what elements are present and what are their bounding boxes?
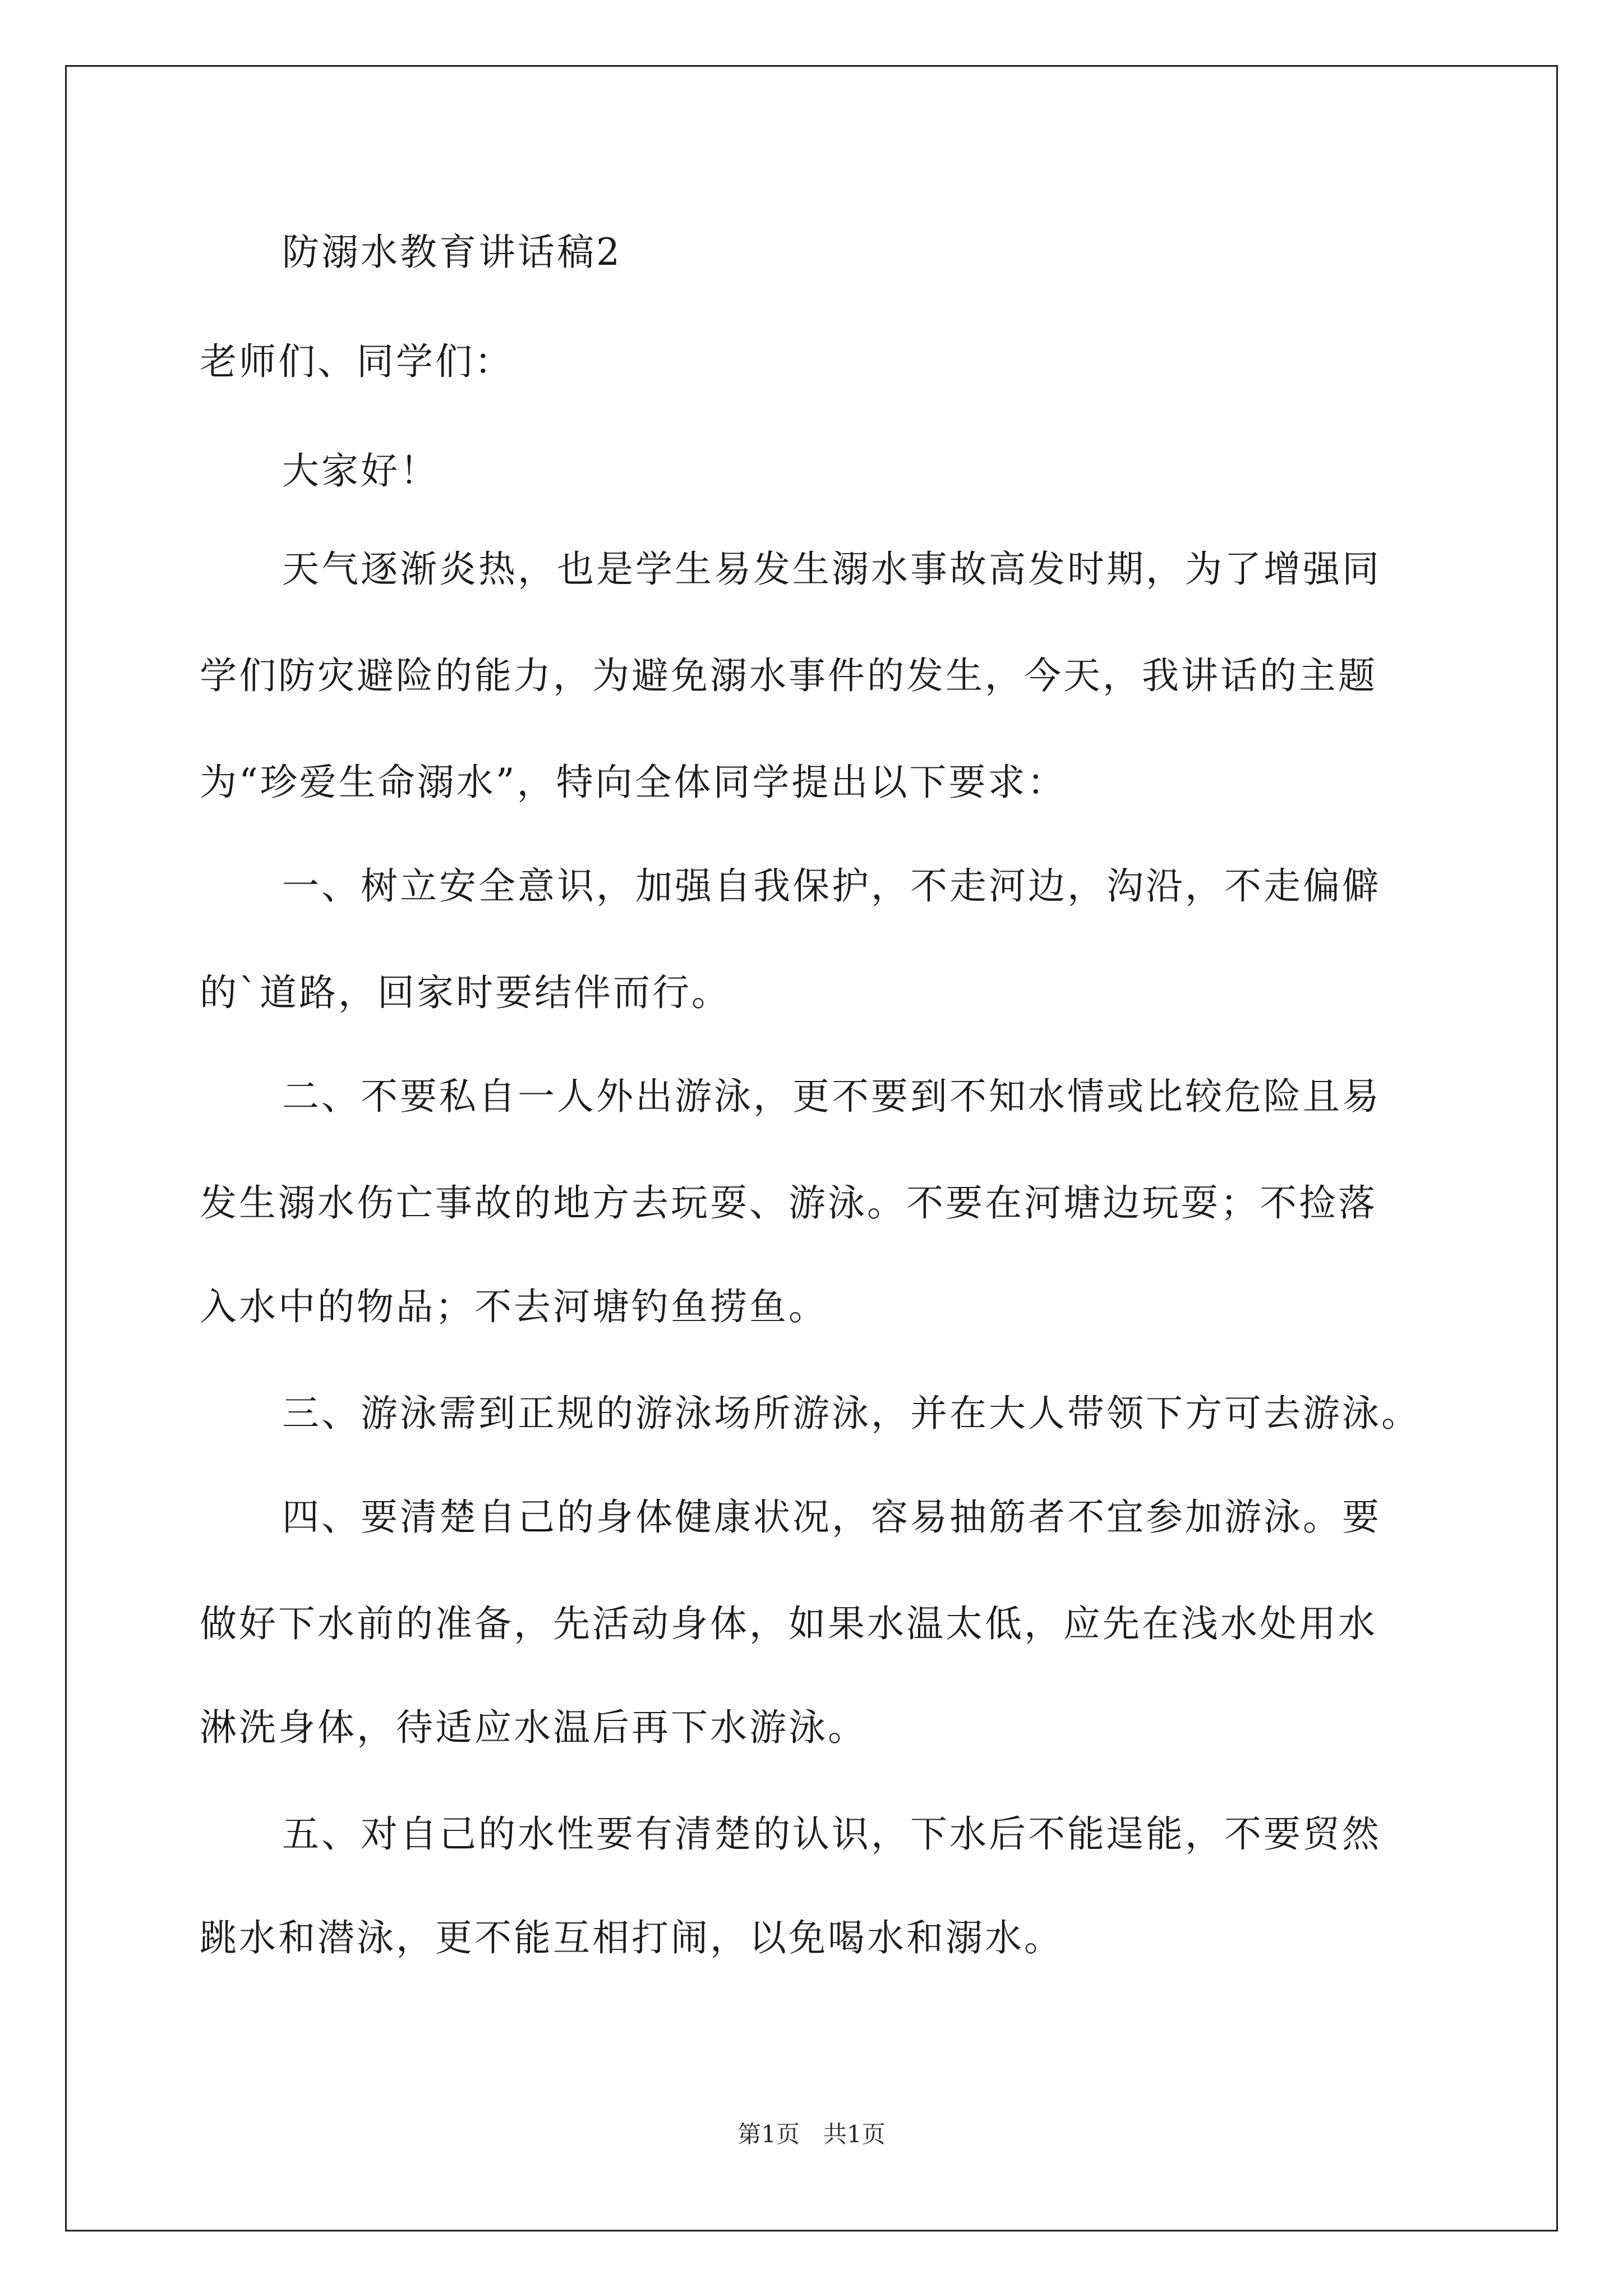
paragraph-line: 跳水和潜泳，更不能互相打闹，以免喝水和溺水。 <box>200 1916 1063 1959</box>
paragraph-line: 入水中的物品；不去河塘钓鱼捞鱼。 <box>200 1285 828 1328</box>
page-footer: 第1页 共1页 <box>737 2120 886 2148</box>
paragraph-line: 五、对自己的水性要有清楚的认识，下水后不能逞能，不要贸然 <box>282 1812 1381 1856</box>
paragraph-line: 为“珍爱生命溺水”，特向全体同学提出以下要求： <box>200 761 1067 804</box>
paragraph-line: 的`道路，回家时要结伴而行。 <box>200 971 731 1014</box>
paragraph-line: 做好下水前的准备，先活动身体，如果水温太低，应先在浅水处用水 <box>200 1602 1377 1645</box>
paragraph-line: 发生溺水伤亡事故的地方去玩耍、游泳。不要在河塘边玩耍；不捡落 <box>200 1181 1377 1225</box>
salutation-line: 大家好！ <box>282 449 439 493</box>
paragraph-line: 四、要清楚自己的身体健康状况，容易抽筋者不宜参加游泳。要 <box>282 1496 1381 1539</box>
paragraph-line: 二、不要私自一人外出游泳，更不要到不知水情或比较危险且易 <box>282 1075 1381 1118</box>
page-border <box>65 65 1558 2231</box>
paragraph-line: 学们防灾避险的能力，为避免溺水事件的发生，今天，我讲话的主题 <box>200 654 1377 697</box>
paragraph-line: 淋洗身体，待适应水温后再下水游泳。 <box>200 1706 867 1749</box>
paragraph-line: 天气逐渐炎热，也是学生易发生溺水事故高发时期，为了增强同 <box>282 547 1381 591</box>
paragraph-line: 一、树立安全意识，加强自我保护，不走河边，沟沿，不走偏僻 <box>282 864 1381 908</box>
greeting-line: 老师们、同学们： <box>200 340 514 383</box>
paragraph-line: 三、游泳需到正规的游泳场所游泳，并在大人带领下方可去游泳。 <box>282 1392 1421 1435</box>
document-title: 防溺水教育讲话稿2 <box>282 231 622 274</box>
